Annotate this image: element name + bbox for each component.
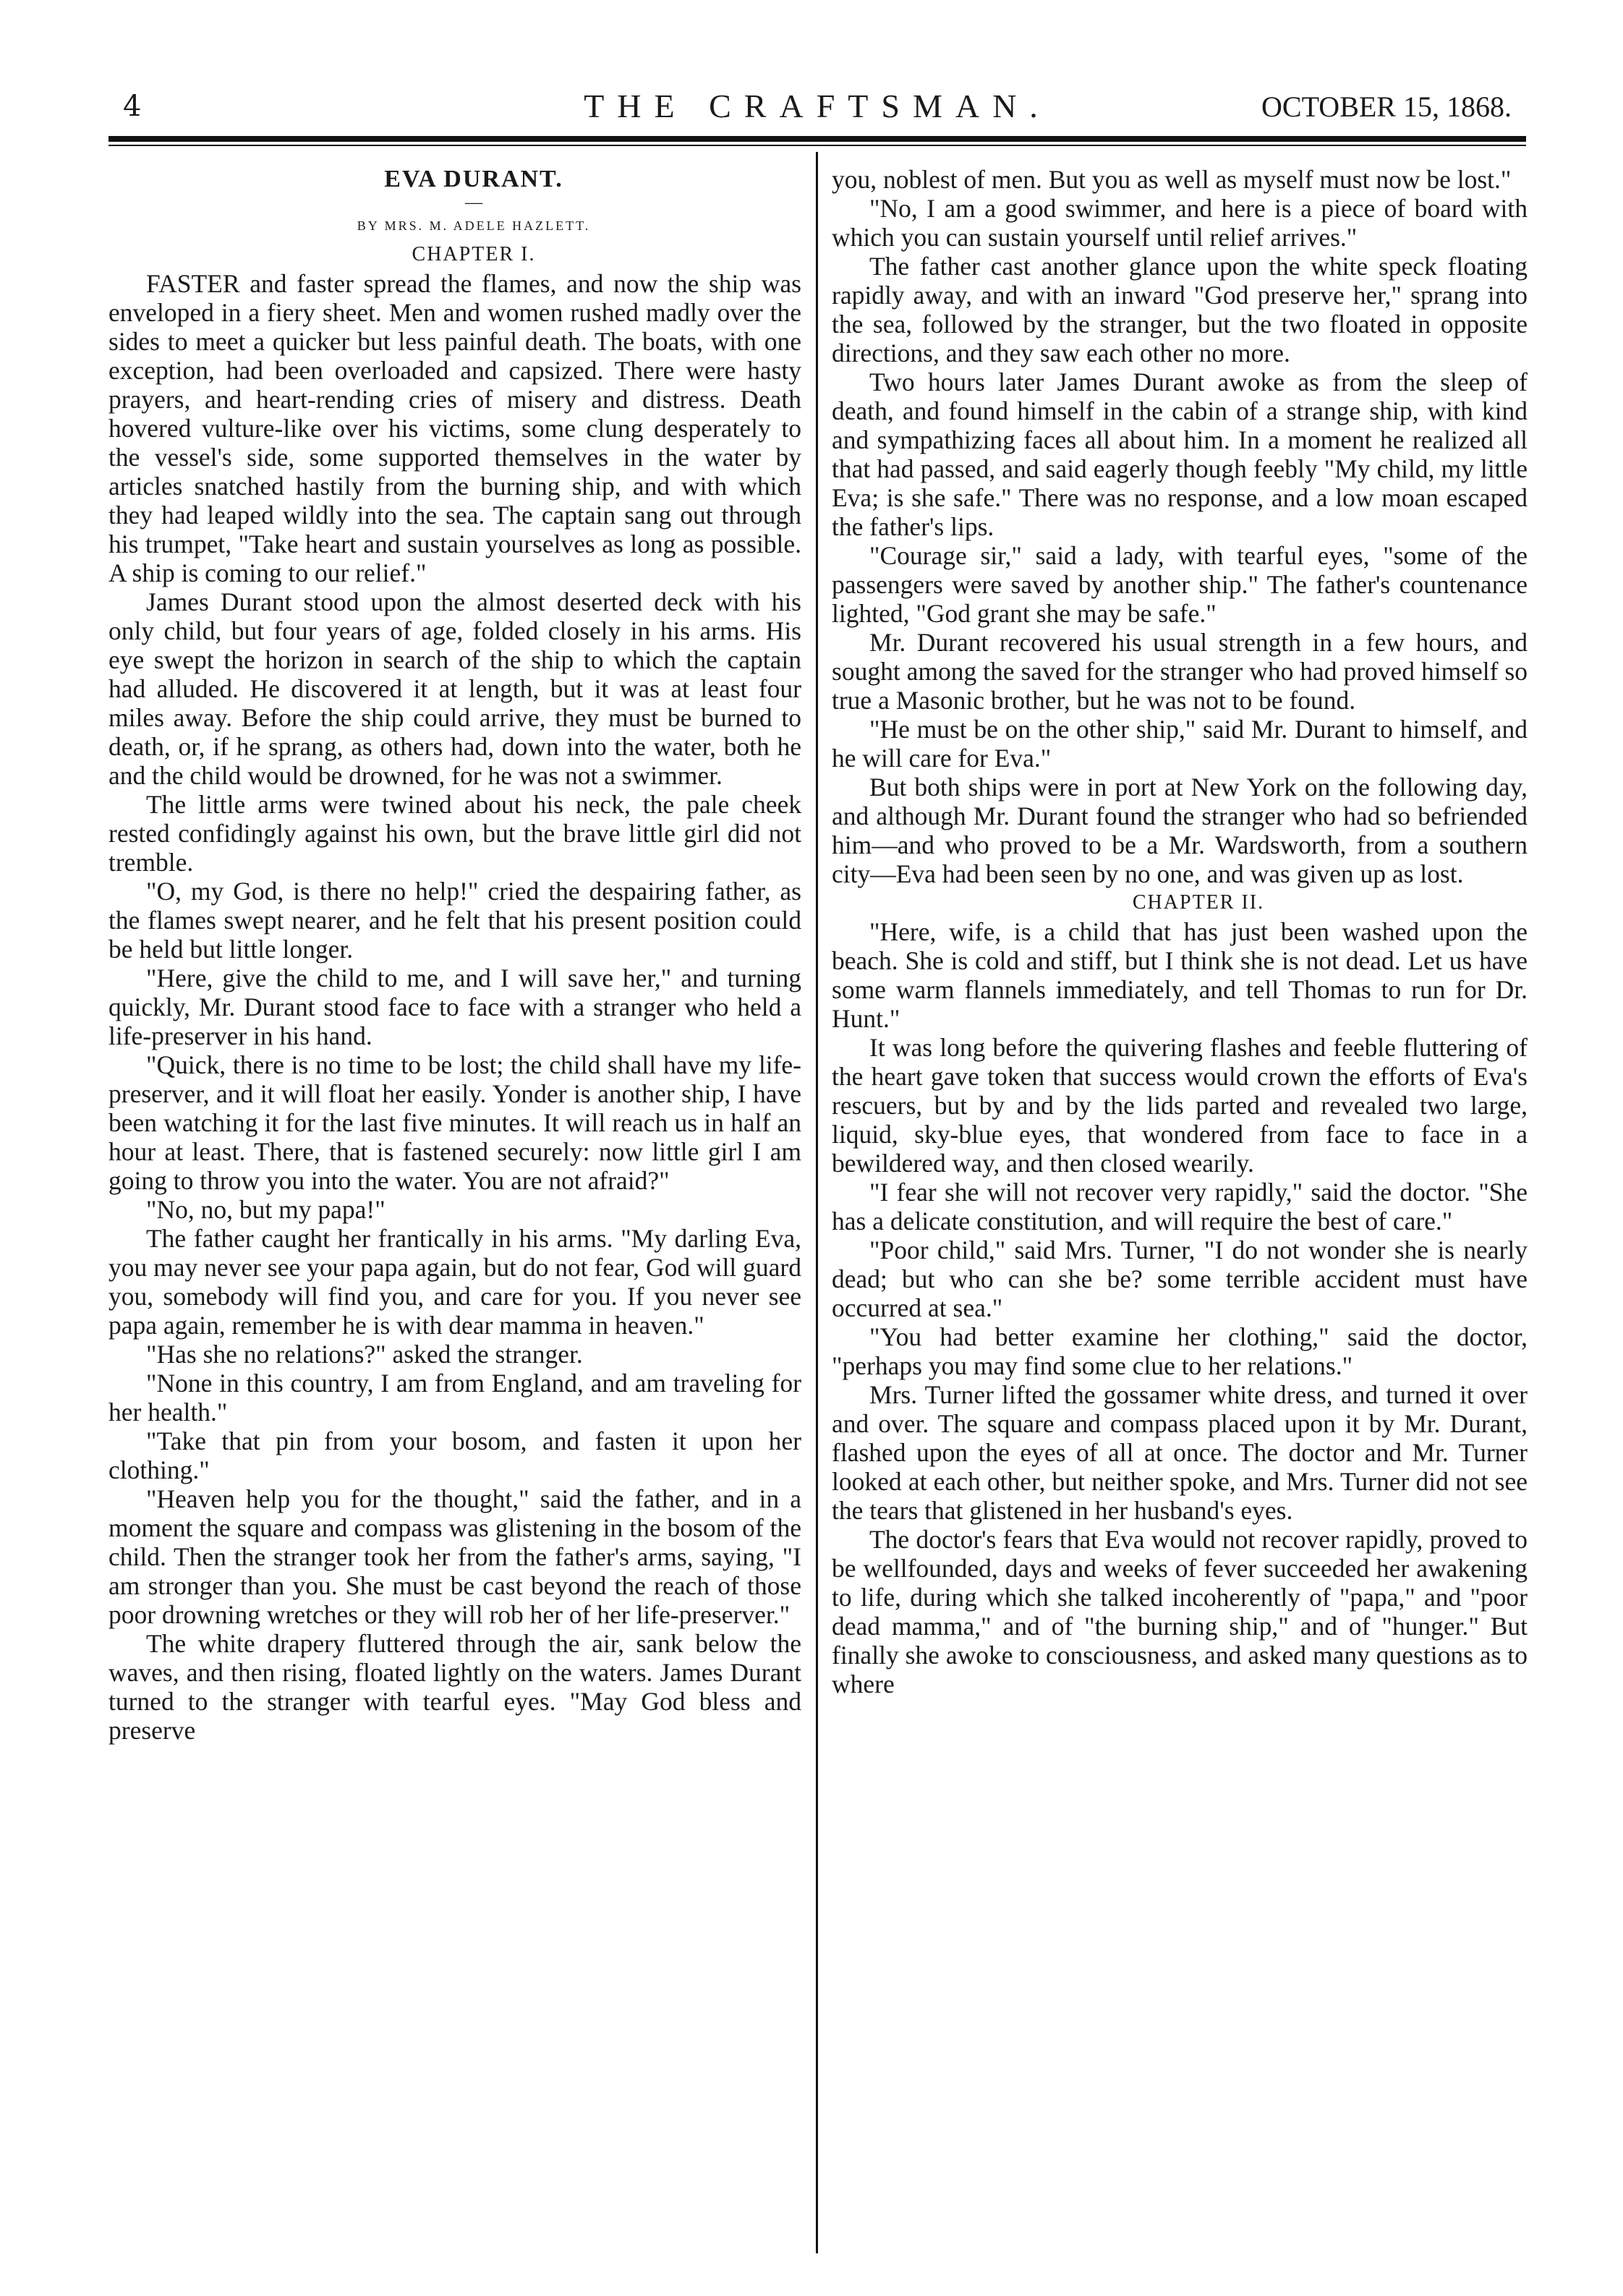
paragraph: "Poor child," said Mrs. Turner, "I do not wonder she is nearly dead; but who can she be? some terrible accident must have occurred at sea." — [832, 1236, 1528, 1322]
paragraph: But both ships were in port at New York on the following day, and although Mr. Durant found the stranger who had so befriended him—and who proved to be a Mr. Wardsworth, from a southern city—Eva had been seen by no one, and was given up as lost. — [832, 773, 1528, 888]
left-column — [108, 165, 801, 2248]
paragraph: "No, I am a good swimmer, and here is a piece of board with which you can sustain yourself until relief arrives." — [832, 194, 1528, 252]
masthead-rule-thick — [108, 136, 1526, 142]
paragraph: "Here, give the child to me, and I will save her," and turning quickly, Mr. Durant stood face to face with a stranger who held a life-preserver in his hand. — [108, 964, 801, 1050]
issue-date: OCTOBER 15, 1868. — [1261, 90, 1512, 123]
paragraph: "Heaven help you for the thought," said the father, and in a moment the square and compass was glistening in the bosom of the child. Then the stranger took her from the father's arms, saying, "I am stronger than you. She must be cast beyond the reach of those poor drowning wretches or they will rob her of her life-preserver." — [108, 1484, 801, 1629]
story-title: EVA DURANT. — [384, 166, 563, 192]
paragraph: The doctor's fears that Eva would not recover rapidly, proved to be wellfounded, days and weeks of fever succeeded her awakening to life, during which she talked incoherently of "papa," and "poor dead mamma," and of "the burning ship," and of "hunger." But finally she awoke to consciousness, and asked many questions as to where — [832, 1525, 1528, 1698]
paragraph: "Courage sir," said a lady, with tearful eyes, "some of the passengers were saved by another ship." The father's countenance lighted, "God grant she may be safe." — [832, 541, 1528, 628]
paragraph: Two hours later James Durant awoke as from the sleep of death, and found himself in the cabin of a strange ship, with kind and sympathizing faces all about him. In a moment he realized all that had passed, and said eagerly though feebly "My child, my little Eva; is she safe." There was no response, and a low moan escaped the father's lips. — [832, 367, 1528, 541]
paragraph: "None in this country, I am from England, and am traveling for her health." — [108, 1369, 801, 1427]
paragraph: "Here, wife, is a child that has just been washed upon the beach. She is cold and stiff, but I think she is not dead. Let us have some warm flannels immediately, and tell Thomas to run for Dr. Hunt." — [832, 917, 1528, 1033]
paragraph: you, noblest of men. But you as well as myself must now be lost." — [832, 165, 1512, 194]
paragraph: Mr. Durant recovered his usual strength in a few hours, and sought among the saved for the stranger who had proved himself so true a Masonic brother, but he was not to be found. — [832, 628, 1528, 715]
paragraph: FASTER and faster spread the flames, and now the ship was enveloped in a fiery sheet. Men and women rushed madly over the sides to meet a quicker but less painful death. The boats, with one exception, had been overloaded and capsized. There were hasty prayers, and heart-rending cries of misery and distress. Death hovered vulture-like over his victims, some clung desperately to the vessel's side, some supported themselves in the water by articles snatched hastily from the burning ship, and with which they had leaped wildly into the sea. The captain sang out through his trumpet, "Take heart and sustain yourselves as long as possible. A ship is coming to our relief." — [108, 269, 801, 587]
paragraph: "Has she no relations?" asked the stranger. — [146, 1340, 583, 1369]
paragraph: "Take that pin from your bosom, and fasten it upon her clothing." — [108, 1427, 801, 1484]
paragraph: James Durant stood upon the almost deserted deck with his only child, but four years of age, folded closely in his arms. His eye swept the horizon in search of the ship to which the captain had alluded. He discovered it at length, but it was at least four miles away. Before the ship could arrive, they must be burned to death, or, if he sprang, as others had, down into the water, both he and the child would be drowned, for he was not a swimmer. — [108, 587, 801, 790]
paragraph: The father cast another glance upon the white speck floating rapidly away, and with an inward "God preserve her," sprang into the sea, followed by the stranger, but the two floated in opposite directions, and they saw each other no more. — [832, 252, 1528, 367]
page-number: 4 — [123, 90, 142, 123]
newspaper-title: THE CRAFTSMAN. — [584, 88, 1051, 124]
masthead-rule-thin — [108, 145, 1526, 146]
paragraph: The father caught her frantically in his arms. "My darling Eva, you may never see your papa again, but do not fear, God will guard you, somebody will find you, and care for you. If you never see papa again, remember he is with dear mamma in heaven." — [108, 1224, 801, 1340]
paragraph: "He must be on the other ship," said Mr. Durant to himself, and he will care for Eva." — [832, 715, 1528, 773]
chapter-heading-1: CHAPTER I. — [412, 243, 536, 265]
paragraph: "You had better examine her clothing," said the doctor, "perhaps you may find some clue to her relations." — [832, 1322, 1528, 1380]
paragraph: "I fear she will not recover very rapidly," said the doctor. "She has a delicate constitution, and will require the best of care." — [832, 1178, 1528, 1236]
right-column — [832, 165, 1528, 2248]
paragraph: The white drapery fluttered through the air, sank below the waves, and then rising, floated lightly on the waters. James Durant turned to the stranger with tearful eyes. "May God bless and preserve — [108, 1629, 801, 1745]
title-dash: — — [465, 193, 482, 212]
masthead — [108, 80, 1526, 137]
chapter-heading-2: CHAPTER II. — [1132, 891, 1265, 914]
paragraph: "Quick, there is no time to be lost; the child shall have my life-preserver, and it will float her easily. Yonder is another ship, I have been watching it for the last five minutes. It will reach us in half an hour at least. There, that is fastened securely: now little girl I am going to throw you into the water. You are not afraid?" — [108, 1050, 801, 1195]
paragraph: "No, no, but my papa!" — [146, 1195, 385, 1224]
story-byline: BY MRS. M. ADELE HAZLETT. — [357, 218, 591, 233]
column-divider — [816, 152, 818, 2253]
paragraph: It was long before the quivering flashes and feeble fluttering of the heart gave token that success would crown the efforts of Eva's rescuers, but by and by the lids parted and revealed two large, liquid, sky-blue eyes, that wondered from face to face in a bewildered way, and then closed wearily. — [832, 1033, 1528, 1178]
paragraph: Mrs. Turner lifted the gossamer white dress, and turned it over and over. The square and compass placed upon it by Mr. Durant, flashed upon the eyes of all at once. The doctor and Mr. Turner looked at each other, but neither spoke, and Mrs. Turner did not see the tears that glistened in her husband's eyes. — [832, 1380, 1528, 1525]
paragraph: "O, my God, is there no help!" cried the despairing father, as the flames swept nearer, and he felt that his present position could be held but little longer. — [108, 877, 801, 964]
paragraph: The little arms were twined about his neck, the pale cheek rested confidingly against his own, but the brave little girl did not tremble. — [108, 790, 801, 877]
